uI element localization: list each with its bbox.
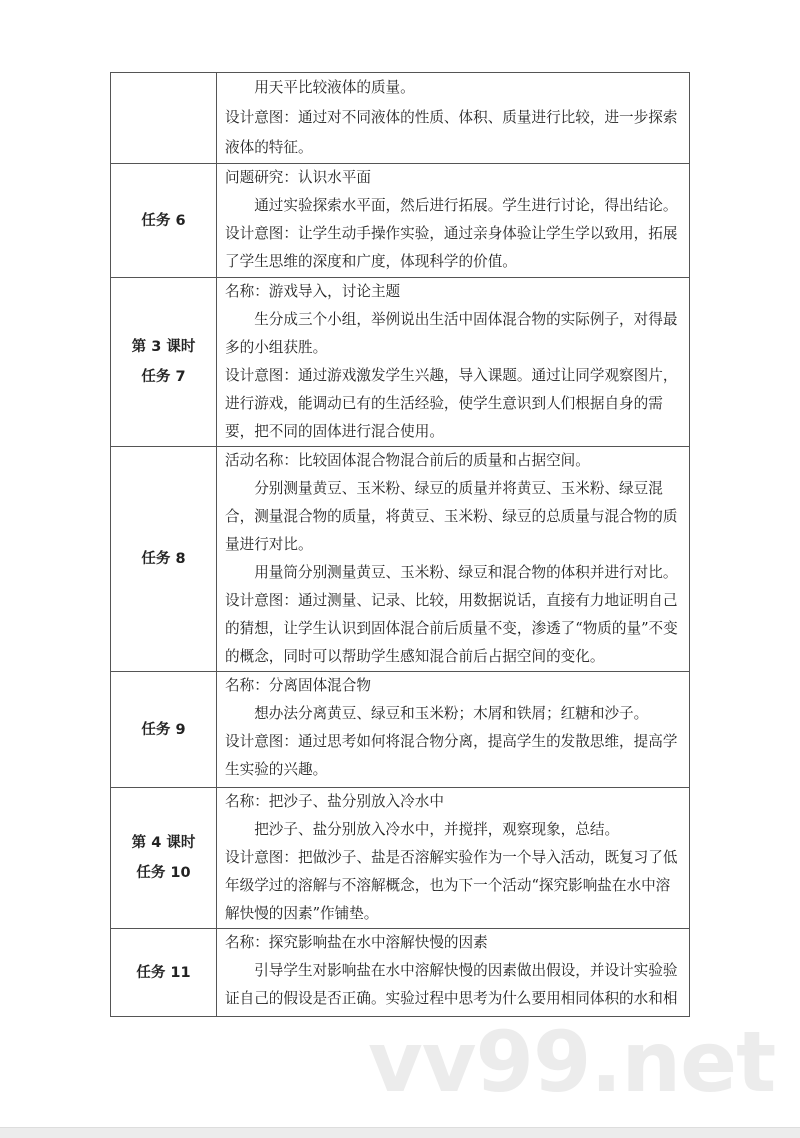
task-label: 任务 7 <box>141 369 186 385</box>
content-paragraph: 名称：分离固体混合物 <box>225 677 371 694</box>
content-paragraph: 名称：游戏导入，讨论主题 <box>225 283 401 300</box>
content-paragraph: 设计意图：通过测量、记录、比较，用数据说话，直接有力地证明自己的猜想，让学生认识到固体混合前后质量不变，渗透了“物质的量”不变的概念，同时可以帮助学生感知混合前后占据空间的变化。 <box>225 592 678 665</box>
table-row <box>111 929 690 1017</box>
table-row <box>111 672 690 788</box>
task-label-cell <box>111 164 217 278</box>
content-paragraph: 想办法分离黄豆、绿豆和玉米粉；木屑和铁屑；红糖和沙子。 <box>254 705 649 722</box>
content-paragraph: 用量筒分别测量黄豆、玉米粉、绿豆和混合物的体积并进行对比。 <box>254 564 678 581</box>
content-paragraph: 设计意图：通过思考如何将混合物分离，提高学生的发散思维，提高学生实验的兴趣。 <box>225 733 678 778</box>
task-label-cell <box>111 929 217 1017</box>
task-content-cell <box>217 929 690 1017</box>
content-paragraph: 通过实验探索水平面，然后进行拓展。学生进行讨论，得出结论。 <box>254 197 678 214</box>
table-row <box>111 278 690 447</box>
task-label-cell <box>111 447 217 672</box>
content-paragraph: 设计意图：通过游戏激发学生兴趣，导入课题。通过让同学观察图片，进行游戏，能调动已有的生活经验，使学生意识到人们根据自身的需要，把不同的固体进行混合使用。 <box>225 367 678 440</box>
content-paragraph: 设计意图：把做沙子、盐是否溶解实验作为一个导入活动，既复习了低年级学过的溶解与不溶解概念，也为下一个活动“探究影响盐在水中溶解快慢的因素”作铺垫。 <box>225 849 678 922</box>
task-label: 第 4 课时 <box>131 835 196 851</box>
content-paragraph: 分别测量黄豆、玉米粉、绿豆的质量并将黄豆、玉米粉、绿豆混合，测量混合物的质量，将黄豆、玉米粉、绿豆的总质量与混合物的质量进行对比。 <box>225 480 678 553</box>
task-content-cell <box>217 447 690 672</box>
content-paragraph: 生分成三个小组，举例说出生活中固体混合物的实际例子，对得最多的小组获胜。 <box>225 311 678 356</box>
task-label: 任务 6 <box>141 212 186 229</box>
content-paragraph: 设计意图：让学生动手操作实验，通过亲身体验让学生学以致用，拓展了学生思维的深度和广度，体现科学的价值。 <box>225 225 678 270</box>
content-paragraph: 把沙子、盐分别放入冷水中，并搅拌，观察现象，总结。 <box>254 821 620 838</box>
table-row <box>111 788 690 929</box>
task-label: 第 3 课时 <box>131 339 196 355</box>
table-row <box>111 164 690 278</box>
task-label-cell <box>111 73 217 164</box>
content-paragraph: 活动名称：比较固体混合物混合前后的质量和占据空间。 <box>225 452 590 469</box>
content-paragraph: 引导学生对影响盐在水中溶解快慢的因素做出假设，并设计实验验证自己的假设是否正确。实验过程中思考为什么要用相同体积的水和相 <box>225 962 678 1007</box>
task-label: 任务 8 <box>141 551 186 567</box>
task-label: 任务 9 <box>141 721 186 738</box>
watermark: vv99.net <box>368 1013 776 1111</box>
page-bottom-edge <box>0 1127 800 1138</box>
task-label: 任务 11 <box>136 964 191 981</box>
task-label-cell <box>111 672 217 788</box>
lesson-plan-table <box>110 72 690 1017</box>
task-content-cell <box>217 672 690 788</box>
task-label-cell <box>111 278 217 447</box>
content-paragraph: 名称：把沙子、盐分别放入冷水中 <box>225 793 444 810</box>
table-row <box>111 73 690 164</box>
task-label-cell <box>111 788 217 929</box>
task-content-cell <box>217 788 690 929</box>
content-paragraph: 用天平比较液体的质量。 <box>254 79 415 96</box>
task-content-cell <box>217 164 690 278</box>
content-paragraph: 问题研究：认识水平面 <box>225 169 371 186</box>
content-paragraph: 设计意图：通过对不同液体的性质、体积、质量进行比较，进一步探索液体的特征。 <box>225 109 678 156</box>
task-content-cell <box>217 73 690 164</box>
task-content-cell <box>217 278 690 447</box>
table-row <box>111 447 690 672</box>
content-paragraph: 名称：探究影响盐在水中溶解快慢的因素 <box>225 934 488 951</box>
task-label: 任务 10 <box>136 865 191 881</box>
